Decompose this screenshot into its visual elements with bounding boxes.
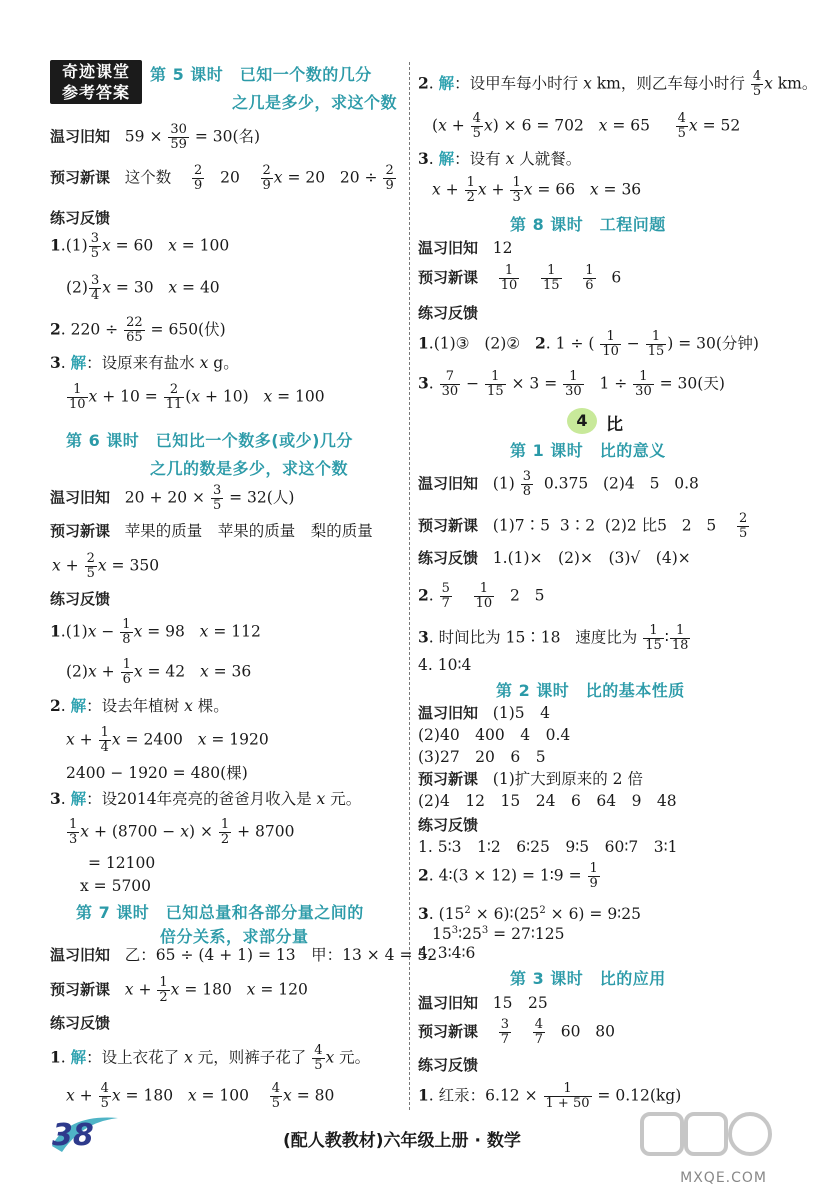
lesson-5-title-line2: 之几是多少，求这个数 [232, 93, 398, 112]
c3-review: 温习旧知 15 25 [418, 994, 548, 1012]
lesson-5-practice-label: 练习反馈 [50, 209, 111, 227]
c3-preview: 预习新课 $\frac{3}{7}$ $\frac{4}{7}$ 60 80 [418, 1017, 616, 1047]
lesson-6-p1a: 1.(1)x − $\frac{1}{8}$ x = 98 x = 112 [50, 617, 261, 647]
watermark-text: MXQE.COM [680, 1170, 767, 1186]
lesson-8-title: 第 8 课时 工程问题 [510, 215, 666, 234]
lesson-8-practice-label: 练习反馈 [418, 304, 479, 322]
lesson-7-title-line2: 倍分关系，求部分量 [160, 927, 309, 946]
c2-review-3: (3)27 20 6 5 [418, 748, 546, 766]
lesson-7-practice-label: 练习反馈 [50, 1014, 111, 1032]
c2-review: 温习旧知 (1)5 4 [418, 704, 550, 722]
lesson-7-preview: 预习新课 x + $\frac{1}{2}$ x = 180 x = 120 [50, 975, 308, 1005]
lesson-7-title-line1: 第 7 课时 已知总量和各部分量之间的 [76, 903, 364, 922]
book-title-footer: (配人教教材)六年级上册 · 数学 [283, 1131, 521, 1151]
right-p3-equation: x + $\frac{1}{2}$ x + $\frac{1}{3}$ x = 66 x = 36 [432, 175, 642, 205]
c3-practice-label: 练习反馈 [418, 1056, 479, 1074]
lesson-5-preview: 预习新课 这个数 $\frac{2}{9}$ 20 $\frac{2}{9}$ x = 20 20 ÷ $\frac{2}{9}$ [50, 163, 394, 193]
lesson-6-p3-equation: $\frac{1}{3}$ x + (8700 − x) × $\frac{1}{2}$ + 8700 [69, 817, 295, 847]
lesson-8-p1: 1.(1)③ (2)② 2. 1 ÷ ( $\frac{1}{10}$ − $\frac{1}{15}$ ) = 30(分钟) [418, 329, 759, 359]
right-p3: 3. 解：设有 x 人就餐。 [418, 149, 582, 168]
lesson-5-p1b: (2) $\frac{3}{4}$ x = 30 x = 40 [66, 273, 220, 303]
page-number: 38 [52, 1118, 94, 1153]
lesson-5-p3-equation: $\frac{1}{10}$ x + 10 = $\frac{2}{11}$ (x + 10) x = 100 [69, 382, 325, 412]
c2-p3: 3. ($15^2$ × $6)∶(25^2 \times 6)$ = 9∶25 [418, 904, 641, 924]
lesson-6-review: 温习旧知 20 + 20 × $\frac{3}{5}$ = 32(人) [50, 483, 295, 513]
chapter-4-lesson-1-title: 第 1 课时 比的意义 [510, 441, 666, 460]
lesson-7-p1: 1. 解：设上衣花了 x 元，则裤子花了 $\frac{4}{5}$ x 元。 [50, 1043, 371, 1073]
c2-p3b: $15^3∶25^3$ = 27∶125 [432, 925, 565, 944]
c1-practice: 练习反馈 1.(1)× (2)× (3)√ (4)× [418, 549, 691, 567]
lesson-5-review: 温习旧知 59 × $\frac{30}{59}$ = 30(名) [50, 122, 261, 152]
lesson-6-p3: 3. 解：设2014年亮亮的爸爸月收入是 x 元。 [50, 789, 362, 808]
lesson-5-p1a: 1.(1) $\frac{3}{5}$ x = 60 x = 100 [50, 231, 230, 261]
c2-p2: 2. 4∶(3 × 12) = 1∶9 = $\frac{1}{9}$ [418, 861, 598, 891]
chapter-number-badge: 4 [567, 408, 597, 434]
c1-p4: 4. 10∶4 [418, 656, 472, 674]
lesson-6-p2-result: 2400 − 1920 = 480(棵) [66, 764, 248, 782]
right-p2: 2. 解：设甲车每小时行 x km，则乙车每小时行 $\frac{4}{5}$ x km。 [418, 69, 817, 99]
lesson-6-title-line2: 之几的数是多少，求这个数 [150, 459, 349, 478]
c2-p1: 1. 5∶3 1∶2 6∶25 9∶5 60∶7 3∶1 [418, 838, 678, 856]
c3-p1: 1. 红汞：6.12 × $\frac{1}{1 + 50}$ = 0.12(kg) [418, 1081, 682, 1111]
c2-preview-2: (2)4 12 15 24 6 64 9 48 [418, 792, 677, 810]
lesson-5-p3: 3. 解：设原来有盐水 x g。 [50, 353, 239, 372]
lesson-6-p1b: (2)x + $\frac{1}{6}$ x = 42 x = 36 [66, 657, 252, 687]
chapter-title: 比 [606, 415, 623, 435]
lesson-5-p2: 2. 220 ÷ $\frac{22}{65}$ = 650(伏) [50, 315, 226, 345]
lesson-6-p3-sum: = 12100 [88, 854, 156, 872]
lesson-6-practice-label: 练习反馈 [50, 590, 111, 608]
lesson-6-preview-equation: x + $\frac{2}{5}$ x = 350 [52, 551, 160, 581]
badge-line-2: 参考答案 [61, 83, 130, 102]
c2-practice-label: 练习反馈 [418, 816, 479, 834]
lesson-5-title-line1: 第 5 课时 已知一个数的几分 [150, 65, 372, 84]
lesson-8-p3: 3. $\frac{7}{30}$ − $\frac{1}{15}$ × 3 = $\frac{1}{30}$ 1 ÷ $\frac{1}{30}$ = 30(天) [418, 369, 725, 399]
c1-p2: 2. $\frac{5}{7}$ $\frac{1}{10}$ 2 5 [418, 581, 545, 611]
lesson-8-preview: 预习新课 $\frac{1}{10}$ $\frac{1}{15}$ $\frac{1}{6}$ 6 [418, 263, 622, 293]
answer-key-badge [50, 60, 142, 104]
lesson-6-p2: 2. 解：设去年植树 x 棵。 [50, 696, 229, 715]
c2-preview: 预习新课 (1)扩大到原来的 2 倍 [418, 770, 643, 788]
lesson-6-title-line1: 第 6 课时 已知比一个数多(或少)几分 [66, 431, 353, 450]
c1-p3: 3. 时间比为 15∶18 速度比为 $\frac{1}{15}$ ∶ $\frac{1}{18}$ [418, 623, 689, 653]
chapter-4-lesson-2-title: 第 2 课时 比的基本性质 [496, 681, 685, 700]
lesson-6-preview: 预习新课 苹果的质量 苹果的质量 梨的质量 [50, 522, 373, 540]
lesson-6-p2-equation: x + $\frac{1}{4}$ x = 2400 x = 1920 [66, 725, 269, 755]
lesson-6-p3-answer: x = 5700 [80, 877, 152, 895]
c2-p4: 4. 3∶4∶6 [418, 944, 476, 962]
c1-preview: 预习新课 (1)7∶5 3∶2 (2)2 比5 2 5 $\frac{2}{5}$ [418, 511, 748, 541]
c2-review-2: (2)40 400 4 0.4 [418, 726, 571, 744]
lesson-7-review: 温习旧知 乙：65 ÷ (4 + 1) = 13 甲：13 × 4 = 52 [50, 946, 438, 964]
right-p2-equation: (x + $\frac{4}{5}$ x) × 6 = 702 x = 65 $\frac{4}{5}$ x = 52 [432, 111, 741, 141]
chapter-4-lesson-3-title: 第 3 课时 比的应用 [510, 969, 666, 988]
badge-line-1: 奇迹课堂 [61, 62, 130, 81]
lesson-7-p1-equation: x + $\frac{4}{5}$ x = 180 x = 100 $\frac{4}{5}$ x = 80 [66, 1081, 335, 1111]
c1-review: 温习旧知 (1) $\frac{3}{8}$ 0.375 (2)4 5 0.8 [418, 469, 699, 499]
lesson-8-review: 温习旧知 12 [418, 239, 513, 257]
